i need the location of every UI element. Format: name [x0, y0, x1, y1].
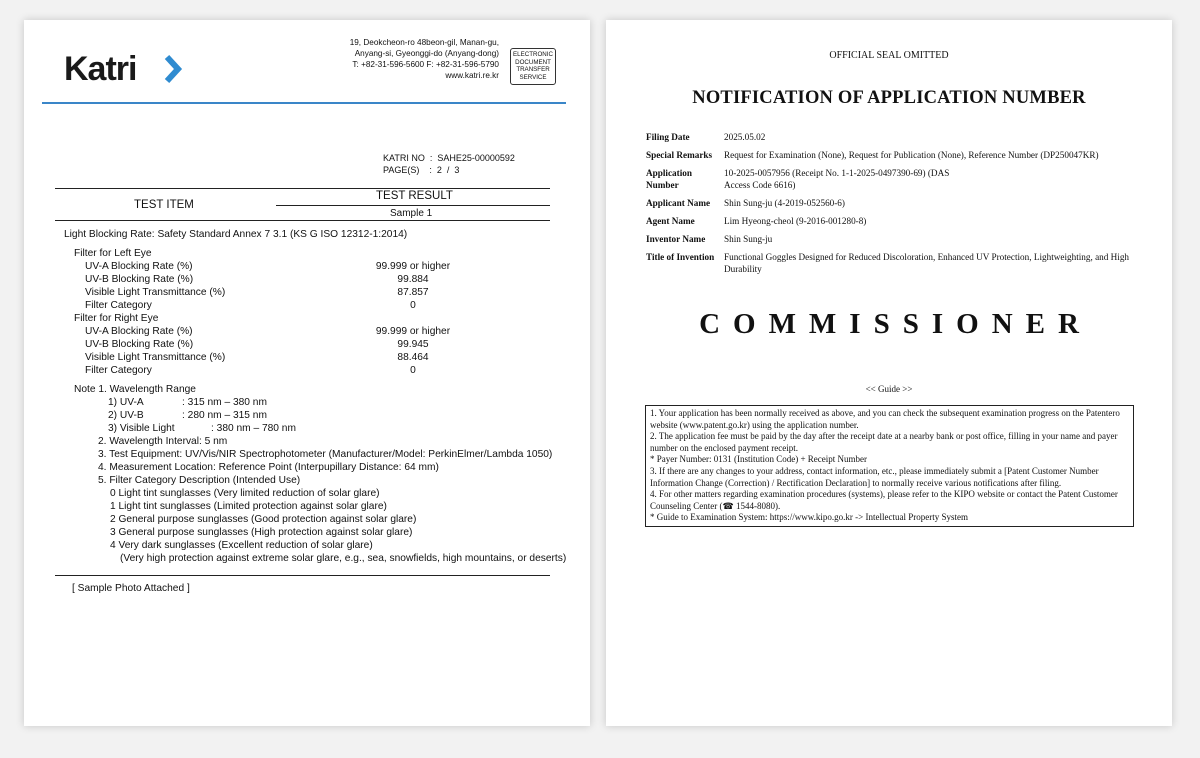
result-value: 99.999 or higher: [375, 261, 451, 272]
note-item: 5. Filter Category Description (Intended Use): [98, 475, 301, 486]
guide-title: << Guide >>: [865, 384, 913, 394]
wavelength-name: 1) UV-A: [108, 397, 144, 408]
field-label: Application Number: [646, 168, 692, 190]
electronic-document-stamp: ELECTRONIC DOCUMENT TRANSFER SERVICE: [510, 48, 556, 85]
note-item: 4. Measurement Location: Reference Point (Interpupillary Distance: 64 mm): [98, 462, 439, 473]
wavelength-value: : 380 nm – 780 nm: [211, 423, 296, 434]
result-value: 0: [410, 365, 416, 376]
katri-logo: Katri: [64, 50, 137, 88]
table-bottom-rule: [55, 575, 550, 576]
guide-item: 1. Your application has been normally received as above, and you can check the subsequent examination progress on the Patentero website (www.patent.go.kr) using the application number.: [650, 408, 1120, 430]
section-title: Light Blocking Rate: Safety Standard Annex 7 3.1 (KS G ISO 12312-1:2014): [64, 229, 408, 240]
field-label: Agent Name: [646, 216, 695, 226]
wavelength-name: 2) UV-B: [108, 410, 144, 421]
guide-box: [645, 405, 1134, 527]
result-value: 87.857: [397, 287, 429, 298]
table-row: Visible Light Transmittance (%): [85, 287, 226, 298]
category-item: 4 Very dark sunglasses (Excellent reduction of solar glare): [110, 540, 373, 551]
note-item: 2. Wavelength Interval: 5 nm: [98, 436, 228, 447]
field-value: 10-2025-0057956 (Receipt No. 1-1-2025-0497390-69) (DAS Access Code 6616): [724, 168, 950, 190]
table-row: UV-B Blocking Rate (%): [85, 274, 194, 285]
field-label: Title of Invention: [646, 252, 715, 262]
field-value: Functional Goggles Designed for Reduced Discoloration, Enhanced UV Protection, Lightweighting, and High Durability: [724, 252, 1130, 274]
table-header-rule: [55, 220, 550, 221]
right-eye-title: Filter for Right Eye: [74, 313, 159, 324]
table-row: Filter Category: [85, 365, 152, 376]
field-label: Inventor Name: [646, 234, 706, 244]
left-eye-title: Filter for Left Eye: [74, 248, 152, 259]
wavelength-value: : 280 nm – 315 nm: [182, 410, 267, 421]
table-row: UV-A Blocking Rate (%): [85, 261, 193, 272]
chevron-right-icon: [162, 54, 184, 84]
category-extra: (Very high protection against extreme solar glare, e.g., sea, snowfields, high mountains, or deserts): [120, 553, 567, 564]
field-value: Shin Sung-ju (4-2019-052560-6): [724, 198, 845, 208]
seal-note: OFFICIAL SEAL OMITTED: [829, 50, 949, 61]
test-report-page: [24, 20, 590, 726]
header-divider: [42, 102, 566, 104]
table-top-rule: [55, 188, 550, 189]
notification-page: [606, 20, 1172, 726]
field-label: Applicant Name: [646, 198, 711, 208]
sample-photo-note: [ Sample Photo Attached ]: [72, 583, 190, 594]
category-item: 1 Light tint sunglasses (Limited protection against solar glare): [110, 501, 387, 512]
wavelength-value: : 315 nm – 380 nm: [182, 397, 267, 408]
katri-no: KATRI NO : SAHE25-00000592: [383, 153, 515, 163]
table-row: UV-A Blocking Rate (%): [85, 326, 193, 337]
result-value: 99.999 or higher: [375, 326, 451, 337]
field-label: Filing Date: [646, 132, 690, 142]
result-value: 0: [410, 300, 416, 311]
report-meta: [383, 152, 515, 176]
table-row: UV-B Blocking Rate (%): [85, 339, 194, 350]
test-item-header: TEST ITEM: [134, 199, 194, 211]
guide-item: * Payer Number: 0131 (Institution Code) + Receipt Number: [650, 454, 868, 465]
katri-address: 19, Deokcheon-ro 48beon-gil, Manan-gu, Anyang-si, Gyeonggi-do (Anyang-dong) T: +82-31-596-5600 F: +82-31-596-5790 www.katri.re.kr: [349, 38, 499, 80]
field-value: Shin Sung-ju: [724, 234, 773, 244]
category-item: 0 Light tint sunglasses (Very limited reduction of solar glare): [110, 488, 380, 499]
page-count: PAGE(S) : 2 / 3: [383, 165, 460, 175]
table-row: Visible Light Transmittance (%): [85, 352, 226, 363]
page-title: NOTIFICATION OF APPLICATION NUMBER: [692, 88, 1086, 108]
guide-item: * Guide to Examination System: https://www.kipo.go.kr -> Intellectual Property System: [650, 512, 968, 523]
wavelength-name: 3) Visible Light: [108, 423, 175, 434]
table-mid-rule: [276, 205, 550, 206]
result-value: 99.945: [397, 339, 429, 350]
field-value: Request for Examination (None), Request for Publication (None), Reference Number (DP250047KR): [724, 150, 1099, 160]
commissioner-title: COMMISSIONER: [699, 308, 1092, 340]
result-value: 88.464: [397, 352, 429, 363]
sample-header: Sample 1: [390, 208, 433, 219]
test-result-header: TEST RESULT: [376, 190, 453, 202]
category-item: 3 General purpose sunglasses (High protection against solar glare): [110, 527, 413, 538]
category-item: 2 General purpose sunglasses (Good protection against solar glare): [110, 514, 417, 525]
result-value: 99.884: [397, 274, 429, 285]
guide-item: 2. The application fee must be paid by the day after the receipt date at a nearby bank or post office, filling in your name and payer number on the enclosed payment receipt.: [650, 431, 1118, 453]
field-value: 2025.05.02: [724, 132, 766, 142]
field-label: Special Remarks: [646, 150, 713, 160]
table-row: Filter Category: [85, 300, 152, 311]
guide-item: 3. If there are any changes to your address, contact information, etc., please immediately submit a [Patent Customer Number Information Change (Correction) / Rectification Declaration] to normally receive various notifications after filing.: [650, 465, 1099, 488]
note-title: Note 1. Wavelength Range: [74, 384, 196, 395]
field-value: Lim Hyeong-cheol (9-2016-001280-8): [724, 216, 867, 226]
guide-item: 4. For other matters regarding examination procedures (systems), please refer to the KIPO website or contact the Patent Customer Counseling Center (☎ 1544-8080).: [650, 489, 1118, 511]
note-item: 3. Test Equipment: UV/Vis/NIR Spectrophotometer (Manufacturer/Model: PerkinElmer/Lambda 1050): [98, 449, 553, 460]
